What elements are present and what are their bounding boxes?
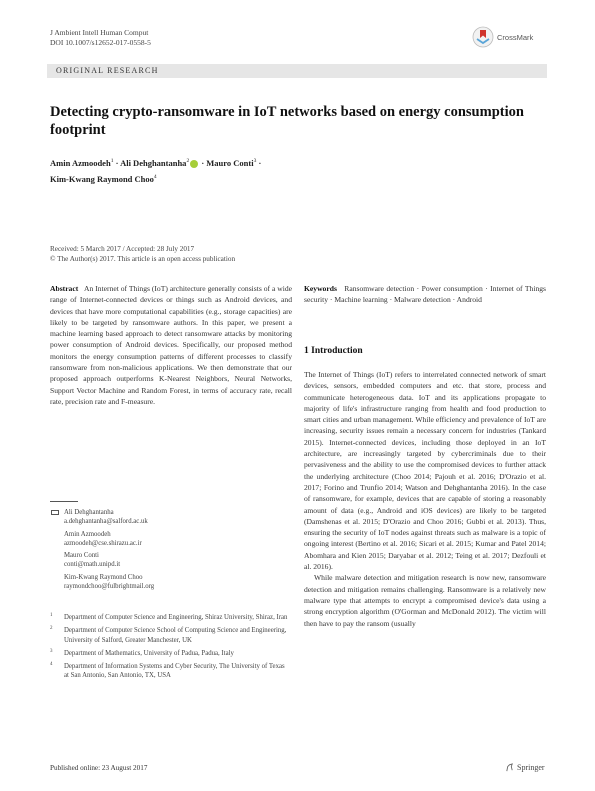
received-accepted: Received: 5 March 2017 / Accepted: 28 July 2017 [50, 245, 195, 253]
author-sup: 4 [153, 173, 157, 180]
author-name[interactable]: Mauro Conti [206, 157, 254, 168]
affiliation-number: 2 [50, 626, 53, 632]
affiliation-entry [50, 626, 290, 645]
author-name[interactable]: Kim-Kwang Raymond Choo [50, 173, 154, 184]
contact-entry [50, 508, 290, 527]
contact-name: Mauro Conti [64, 552, 99, 560]
contact-email[interactable]: conti@math.unipd.it [64, 561, 121, 569]
published-online: Published online: 23 August 2017 [50, 764, 148, 772]
contact-email[interactable]: raymondchoo@fulbrightmail.org [64, 583, 155, 591]
affiliation-text: Department of Computer Science School of Computing Science and Engineering, University of Salford, Greater Manchester, UK [64, 627, 287, 644]
affiliation-entry [50, 649, 290, 658]
contact-entry [50, 551, 290, 570]
author-list: Amin Azmoodeh$^1$ · Ali Dehghantanha$^2$ · Mauro Conti$^3$ · Kim-Kwang Raymond Choo$^4$ [50, 157, 262, 184]
affiliation-text: Department of Information Systems and Cyber Security, The University of Texas at San Antonio, San Antonio, TX, USA [64, 663, 285, 680]
abstract-label: Abstract [50, 284, 79, 293]
keywords [304, 283, 546, 306]
section-heading-introduction: 1 Introduction [304, 346, 363, 356]
intro-paragraph: While malware detection and mitigation research is now new, ransomware detection and mitigation remains challenging. Ransomware is a relatively new malware type that attempts to encrypt a compromised device's data using a strong encryption algorithm (O'Gorman and McDonald 2012). The victim will then have to pay the ransom (usually [304, 573, 546, 628]
author-name[interactable]: Ali Dehghantanha [120, 157, 187, 168]
section-bar [47, 64, 547, 78]
copyright: © The Author(s) 2017. This article is an open access publication [50, 255, 236, 263]
author-sup: 3 [253, 158, 257, 164]
introduction-body [304, 369, 546, 629]
doi: DOI 10.1007/s12652-017-0558-5 [50, 38, 151, 47]
affiliation-entry [50, 613, 290, 622]
footnote-divider [50, 501, 78, 502]
paper-title: Detecting crypto-ransomware in IoT networks based on energy consumption footprint [50, 104, 524, 138]
dates-block [50, 244, 235, 264]
journal-info [50, 28, 151, 48]
affiliation-list [50, 613, 290, 685]
section-label: ORIGINAL RESEARCH [56, 66, 159, 75]
affiliation-number: 3 [50, 648, 53, 654]
intro-paragraph: The Internet of Things (IoT) refers to interrelated connected network of smart devices, sensors, embedded computers and etc. that store, process and communicate heterogeneous data. IoT and its applications propagate to majority of life's infrastructure ranging from health and food production to smart cities and urban management. While efficiency and prevalence of IoT are increasing, security issues remain a necessary concern for industries (Tankard 2015). Internet-connected devices, including those deployed in an IoT architecture, are increasingly targeted by cybercriminals due to their pervasiveness and the ability to use the compromised devices to further attack the underlying architecture (Choo 2014; Pajouh et al. 2016; D'Orazio et al. 2017; Forino and Trunfio 2014; Watson and Dehghantanha 2016). In the case of ransomware, for example, devices that are capable of storing a reasonably amount of data (e.g., Android and iOS devices) are likely to be targeted (Damshenas et al. 2015; D'Orazio and Choo 2016; Gubbi et al. 2013). Thus, ensuring the security of IoT nodes against threats such as malware is a topic of ongoing interest (Bertino et al. 2016; Sicari et al. 2015; Kumar and Patel 2014; Abomhara and Kien 2015; Daryabar et al. 2012; Teing et al. 2017; Dezfouli et al. 2016). [304, 370, 546, 572]
contact-name: Kim-Kwang Raymond Choo [64, 573, 143, 581]
contact-list [50, 508, 290, 594]
author-sup: 2 [186, 158, 190, 164]
contact-entry [50, 573, 290, 592]
contact-name: Amin Azmoodeh [64, 530, 111, 538]
contact-email[interactable]: a.dehghantanha@salford.ac.uk [64, 518, 148, 526]
journal-name: J Ambient Intell Human Comput [50, 28, 149, 37]
orcid-icon[interactable] [190, 160, 198, 168]
crossmark-label: CrossMark [497, 32, 534, 42]
envelope-icon [51, 510, 59, 515]
keywords-text: Ransomware detection · Power consumption · Internet of Things security · Machine learning · Malware detection · Android [304, 284, 546, 305]
keywords-label: Keywords [304, 284, 337, 293]
publisher-name: Springer [517, 763, 545, 772]
author-sup: 1 [110, 158, 114, 164]
springer-logo [505, 763, 545, 772]
abstract [50, 283, 292, 407]
contact-entry [50, 530, 290, 549]
contact-name: Ali Dehghantanha [64, 509, 114, 516]
affiliation-number: 1 [50, 613, 53, 618]
affiliation-text: Department of Mathematics, University of Padua, Padua, Italy [64, 649, 234, 657]
crossmark-icon [472, 26, 494, 48]
affiliation-number: 4 [50, 662, 53, 668]
contact-email[interactable]: azmoodeh@cse.shirazu.ac.ir [64, 539, 142, 547]
abstract-text: An Internet of Things (IoT) architecture generally consists of a wide range of Internet-connected devices or things such as Android devices, and devices that have more computational capabilities (e.g., storage capacities) are likely to be targeted by ransomware authors. In this paper, we present a machine learning based approach to detect ransomware attacks by monitoring power consumption of Android devices. Specifically, our proposed method monitors the energy consumption patterns of different processes to classify ransomware from non-malicious applications. We then demonstrate that our proposed approach outperforms K-Nearest Neighbors, Neural Networks, Support Vector Machine and Random Forest, in terms of accuracy rate, recall rate, precision rate and F-measure. [50, 284, 292, 406]
affiliation-entry [50, 662, 290, 681]
affiliation-text: Department of Computer Science and Engineering, Shiraz University, Shiraz, Iran [64, 614, 288, 621]
author-name[interactable]: Amin Azmoodeh [50, 157, 111, 168]
crossmark-badge[interactable] [472, 26, 533, 48]
springer-horse-icon [505, 763, 514, 772]
